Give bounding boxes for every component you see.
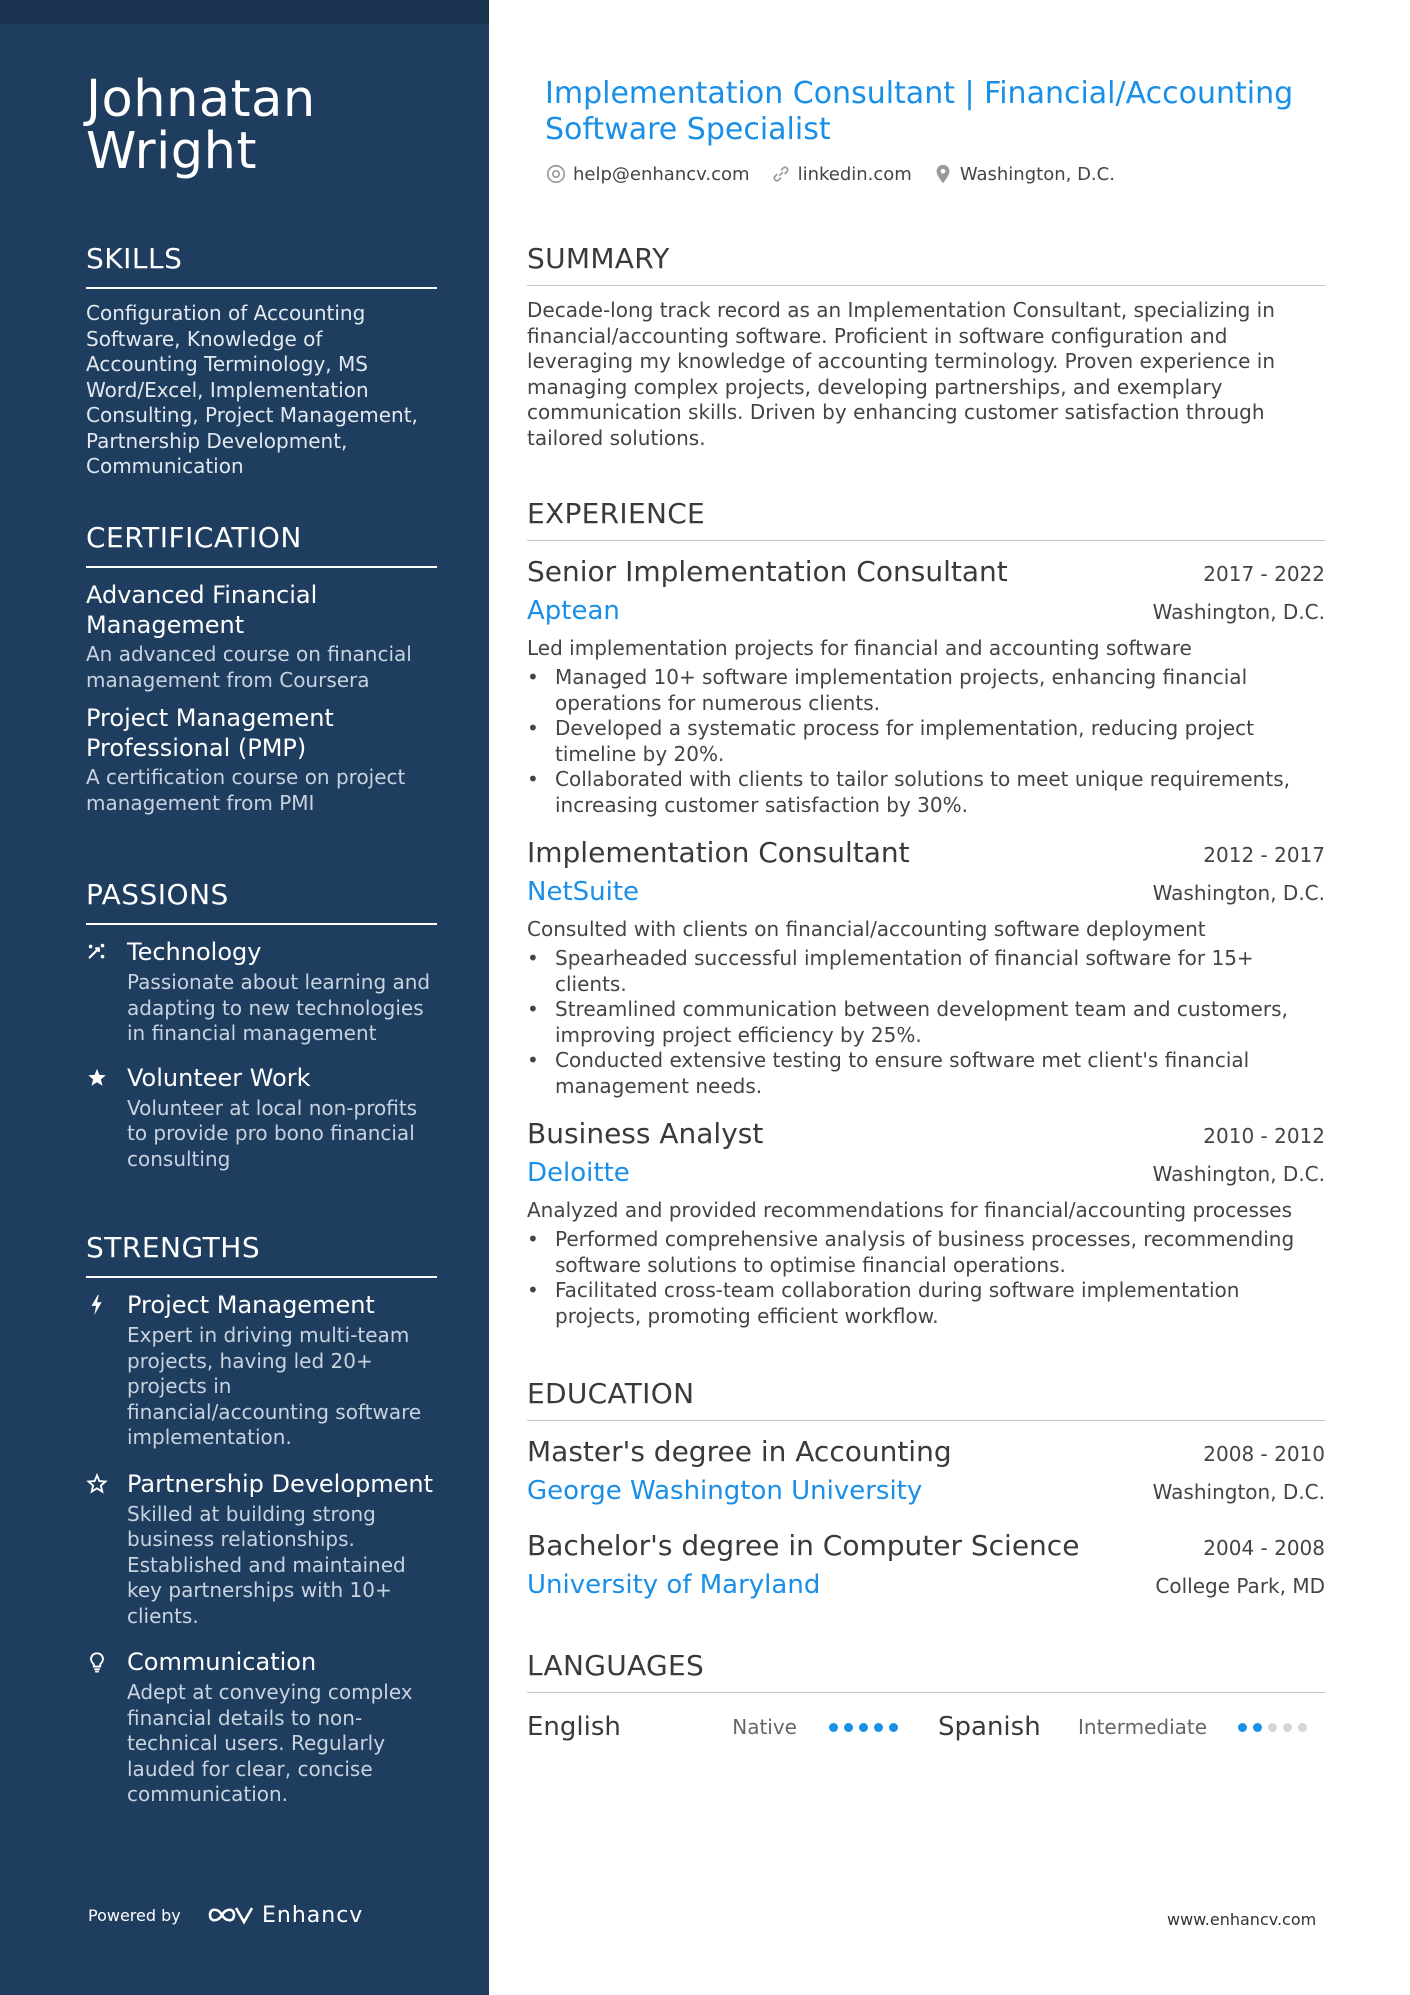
languages-heading: LANGUAGES	[527, 1648, 1325, 1693]
strengths-heading: STRENGTHS	[86, 1230, 437, 1278]
passion-title: Volunteer Work	[127, 1063, 311, 1092]
bullet-item: • Developed a systematic process for implementation, reducing project timeline by 20%.	[527, 716, 1325, 767]
sidebar	[0, 0, 489, 1995]
proficiency-dot-filled	[859, 1723, 868, 1732]
strength-desc: Expert in driving multi-team projects, having led 20+ projects in financial/accounting software implementation.	[127, 1323, 422, 1449]
lightbulb-icon	[86, 1651, 108, 1673]
star-icon	[86, 1473, 108, 1495]
proficiency-dot-empty	[1268, 1723, 1277, 1732]
proficiency-dot-filled	[1238, 1723, 1247, 1732]
skills-heading: SKILLS	[86, 241, 437, 289]
summary-text: Decade-long track record as an Implementation Consultant, specializing in financial/accounting software. Proficient in software configuration and leveraging my knowledge of accounting terminology. Proven experience in managing complex projects, developing partnerships, and exemplary communication skills. Driven by enhancing customer satisfaction through tailored solutions.	[527, 298, 1275, 450]
location-text: Washington, D.C.	[959, 163, 1115, 185]
languages-row	[527, 1705, 1325, 1749]
job-description: Consulted with clients on financial/accounting software deployment	[527, 917, 1206, 941]
languages-section	[527, 1648, 1325, 1749]
star-hand-icon	[86, 1067, 108, 1089]
candidate-name: Johnatan Wright	[86, 70, 316, 181]
enhancv-logo-icon	[206, 1902, 254, 1928]
resume-title: Implementation Consultant | Financial/Accounting Software Specialist	[545, 76, 1294, 147]
experience-heading: EXPERIENCE	[527, 496, 1325, 541]
passion-item	[86, 937, 437, 1047]
bullet-item: • Managed 10+ software implementation projects, enhancing financial operations for numerous clients.	[527, 665, 1325, 716]
email-contact[interactable]	[545, 163, 750, 185]
experience-section	[527, 496, 1325, 1345]
strength-title: Communication	[127, 1648, 317, 1676]
proficiency-dot-empty	[1298, 1723, 1307, 1732]
certification-item	[86, 580, 437, 693]
job-location: Washington, D.C.	[1152, 600, 1325, 624]
language-name: Spanish	[938, 1712, 1041, 1742]
strength-desc: Skilled at building strong business relationships. Established and maintained key partnerships with 10+ clients.	[127, 1501, 406, 1628]
school-name: George Washington University	[527, 1476, 923, 1506]
education-item	[527, 1433, 1325, 1511]
job-title: Implementation Consultant	[527, 836, 910, 869]
experience-item	[527, 834, 1325, 1099]
technology-icon	[86, 941, 108, 963]
proficiency-dot-filled	[844, 1723, 853, 1732]
skills-text: Configuration of Accounting Software, Knowledge of Accounting Terminology, MS Word/Excel, Implementation Consulting, Project Management, Partnership Development, Communication	[86, 301, 418, 478]
job-dates: 2012 - 2017	[1203, 843, 1325, 867]
job-title: Business Analyst	[527, 1117, 764, 1150]
summary-section	[527, 241, 1325, 451]
link-icon	[770, 163, 792, 185]
bullet-item: • Facilitated cross-team collaboration during software implementation projects, promoting efficient workflow.	[527, 1278, 1325, 1329]
passion-desc: Passionate about learning and adapting to new technologies in financial management	[127, 970, 431, 1045]
job-dates: 2017 - 2022	[1203, 562, 1325, 586]
language-name: English	[527, 1712, 621, 1742]
bullet-item: • Conducted extensive testing to ensure software met client's financial management needs.	[527, 1048, 1325, 1099]
job-dates: 2010 - 2012	[1203, 1124, 1325, 1148]
strength-item	[86, 1647, 437, 1808]
certification-section	[86, 520, 437, 816]
language-proficiency-dots	[829, 1723, 898, 1732]
enhancv-brand-text: Enhancv	[262, 1902, 364, 1928]
company-name: Deloitte	[527, 1158, 630, 1188]
education-dates: 2008 - 2010	[1203, 1442, 1325, 1466]
certification-item	[86, 703, 437, 816]
lightning-icon	[86, 1294, 108, 1316]
strengths-section	[86, 1230, 437, 1808]
summary-heading: SUMMARY	[527, 241, 1325, 286]
passions-section	[86, 877, 437, 1172]
bullet-item: • Spearheaded successful implementation of financial software for 15+ clients.	[527, 946, 1325, 997]
degree-title: Bachelor's degree in Computer Science	[527, 1529, 1080, 1562]
proficiency-dot-filled	[874, 1723, 883, 1732]
certification-title: Project Management Professional (PMP)	[86, 704, 334, 762]
contact-bar	[545, 163, 1115, 185]
education-heading: EDUCATION	[527, 1376, 1325, 1421]
school-location: Washington, D.C.	[1152, 1480, 1325, 1504]
strength-item	[86, 1469, 437, 1630]
language-level: Intermediate	[1078, 1715, 1208, 1739]
bullet-item: • Streamlined communication between development team and customers, improving project efficiency by 25%.	[527, 997, 1325, 1048]
job-bullets	[527, 1227, 1325, 1329]
certification-heading: CERTIFICATION	[86, 520, 437, 568]
proficiency-dot-filled	[829, 1723, 838, 1732]
website-footer[interactable]: www.enhancv.com	[1167, 1910, 1317, 1929]
job-description: Analyzed and provided recommendations for financial/accounting processes	[527, 1198, 1293, 1222]
education-section	[527, 1376, 1325, 1613]
powered-by-label: Powered by	[88, 1906, 181, 1925]
bullet-item: • Performed comprehensive analysis of business processes, recommending software solutions to optimise financial operations.	[527, 1227, 1325, 1278]
job-title: Senior Implementation Consultant	[527, 555, 1008, 588]
job-location: Washington, D.C.	[1152, 1162, 1325, 1186]
email-text: help@enhancv.com	[573, 163, 750, 185]
school-location: College Park, MD	[1155, 1574, 1325, 1598]
strength-item	[86, 1290, 437, 1451]
language-proficiency-dots	[1238, 1723, 1307, 1732]
strength-title: Partnership Development	[127, 1469, 434, 1498]
school-name: University of Maryland	[527, 1570, 821, 1600]
passion-item	[86, 1063, 437, 1173]
skills-section	[86, 241, 437, 480]
experience-item	[527, 553, 1325, 818]
at-icon	[545, 163, 567, 185]
degree-title: Master's degree in Accounting	[527, 1435, 952, 1468]
passion-desc: Volunteer at local non-profits to provide pro bono financial consulting	[127, 1095, 418, 1171]
job-bullets	[527, 665, 1325, 818]
passions-heading: PASSIONS	[86, 877, 437, 925]
education-item	[527, 1527, 1325, 1605]
location-contact	[932, 163, 1115, 185]
education-dates: 2004 - 2008	[1203, 1536, 1325, 1560]
company-name: Aptean	[527, 596, 620, 626]
strength-desc: Adept at conveying complex financial details to non-technical users. Regularly lauded for clear, concise communication.	[127, 1680, 413, 1806]
company-name: NetSuite	[527, 877, 640, 907]
certification-desc: An advanced course on financial management from Coursera	[86, 642, 412, 692]
job-description: Led implementation projects for financial and accounting software	[527, 636, 1192, 660]
experience-item	[527, 1115, 1325, 1329]
language-level: Native	[732, 1715, 797, 1739]
passion-title: Technology	[127, 938, 262, 966]
sidebar-top-strip	[0, 0, 489, 24]
linkedin-contact[interactable]	[770, 163, 912, 185]
proficiency-dot-filled	[1253, 1723, 1262, 1732]
proficiency-dot-empty	[1283, 1723, 1292, 1732]
location-pin-icon	[932, 163, 954, 185]
bullet-item: • Collaborated with clients to tailor solutions to meet unique requirements, increasing customer satisfaction by 30%.	[527, 767, 1325, 818]
enhancv-logo[interactable]	[206, 1898, 363, 1932]
job-location: Washington, D.C.	[1152, 881, 1325, 905]
job-bullets	[527, 946, 1325, 1099]
certification-title: Advanced Financial Management	[86, 581, 318, 639]
linkedin-text: linkedin.com	[797, 163, 912, 185]
certification-desc: A certification course on project management from PMI	[86, 765, 406, 815]
strength-title: Project Management	[127, 1291, 375, 1319]
proficiency-dot-filled	[889, 1723, 898, 1732]
